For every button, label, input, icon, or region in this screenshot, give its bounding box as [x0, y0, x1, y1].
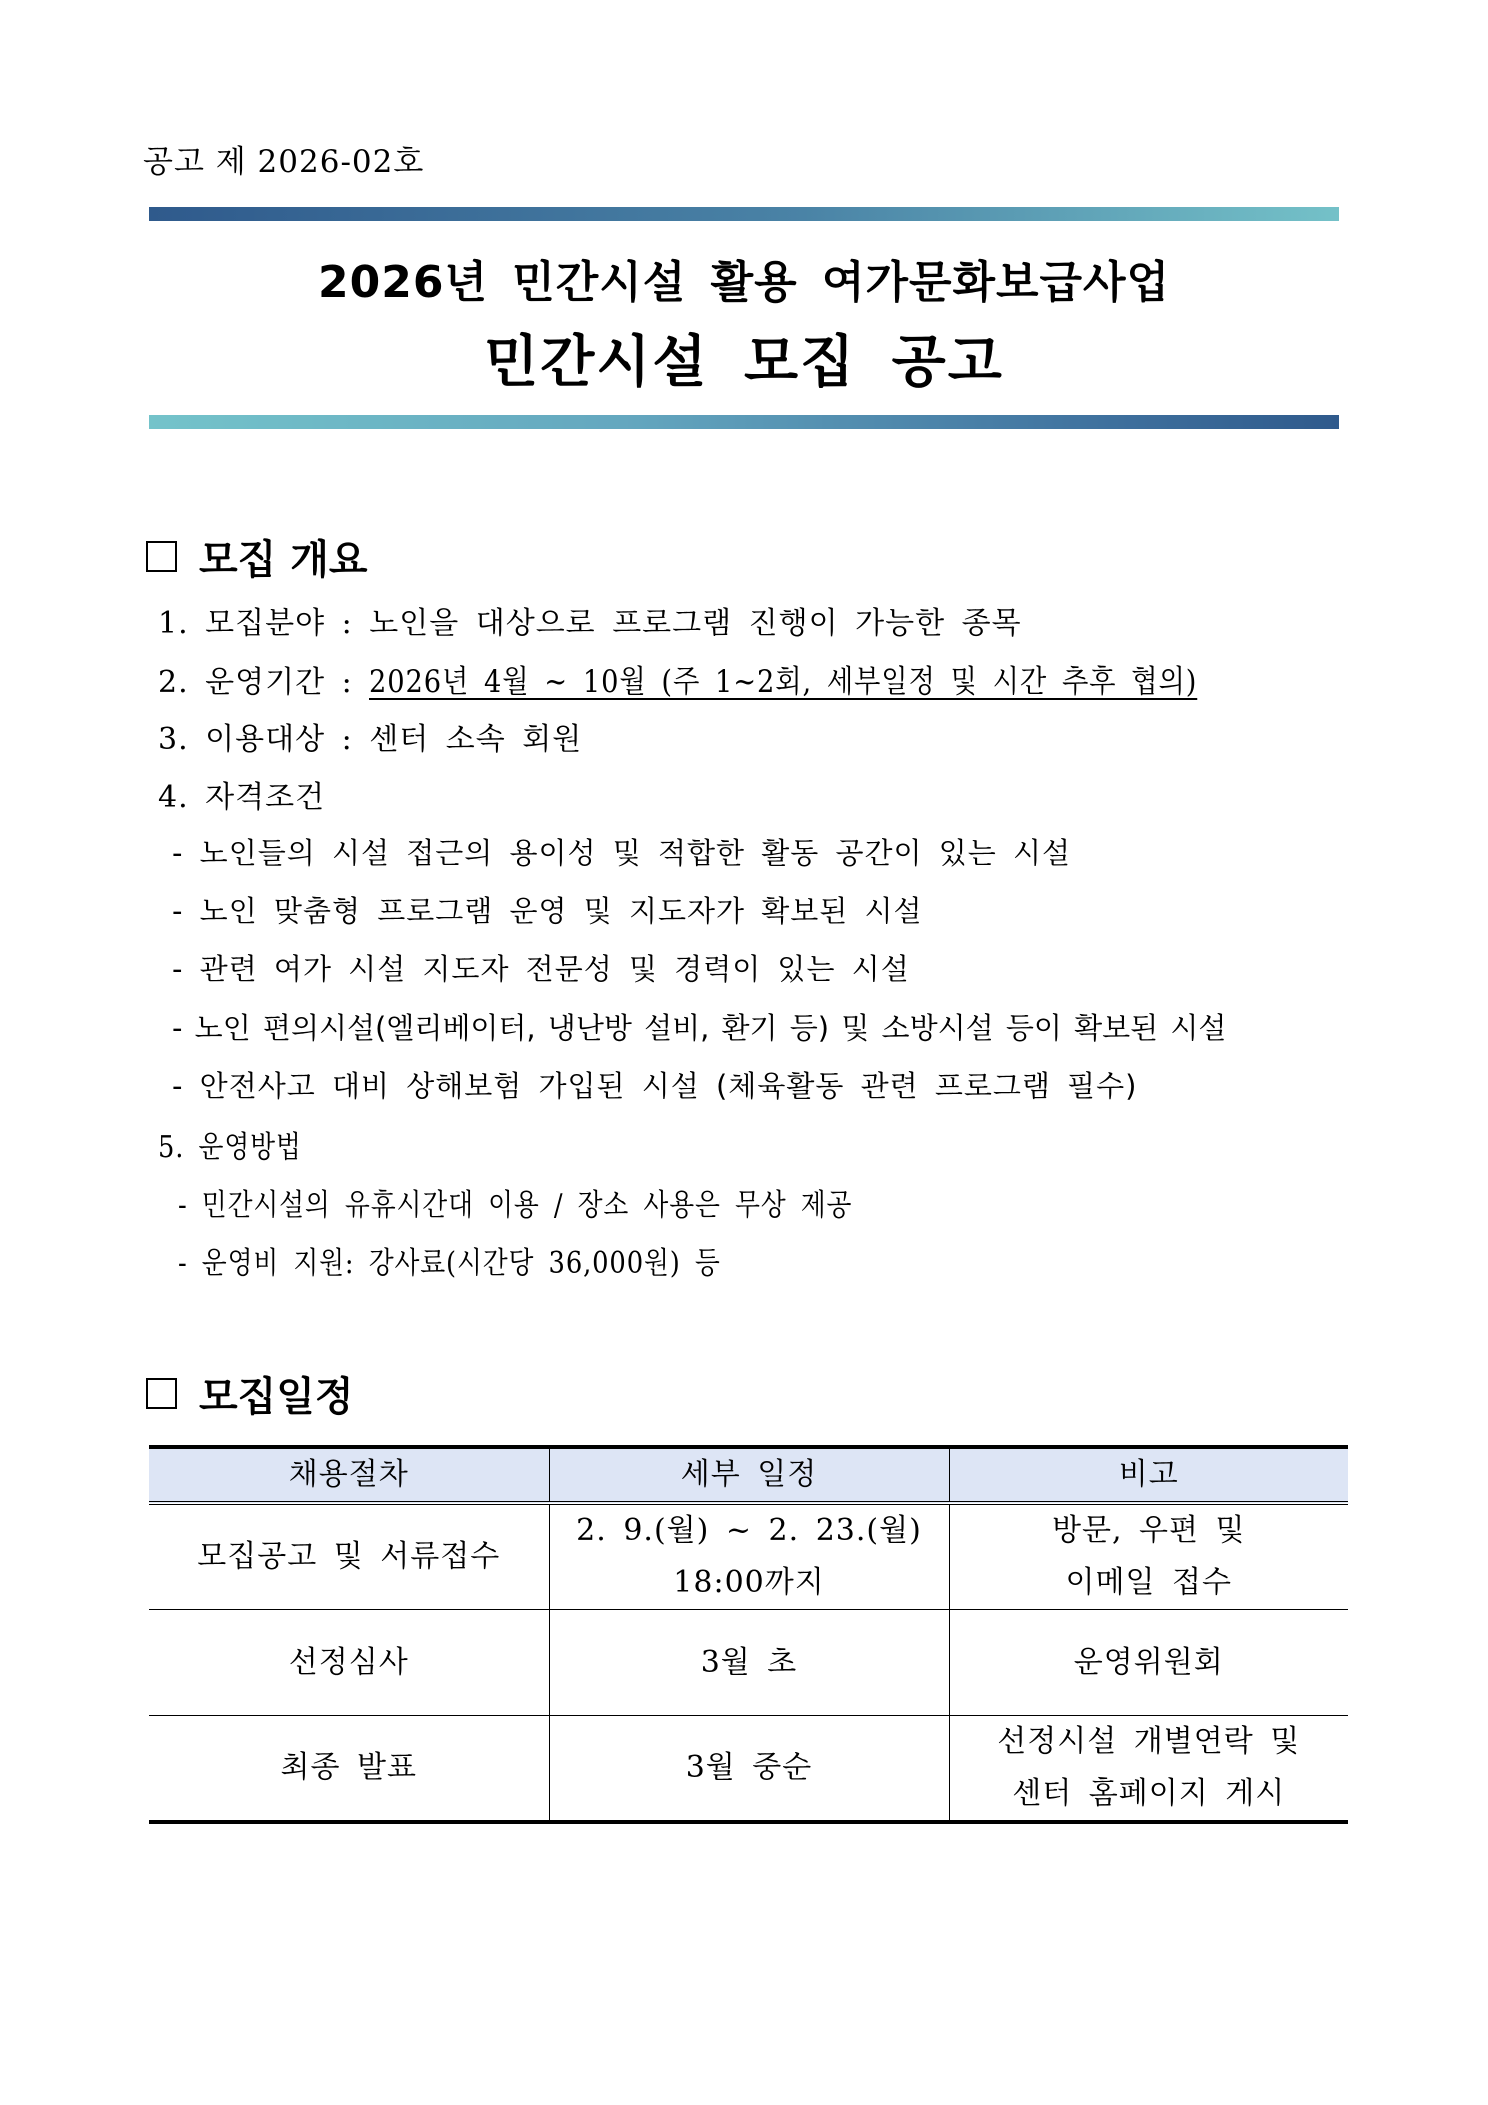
table-row [149, 1716, 1348, 1823]
cell-step: 선정심사 [149, 1610, 549, 1716]
qualification-item: - 노인 맞춤형 프로그램 운영 및 지도자가 확보된 시설 [172, 894, 923, 928]
cell-date: 3월 초 [549, 1610, 949, 1716]
cell-note [949, 1503, 1348, 1610]
method-item [178, 1238, 809, 1282]
overview-item-method [158, 1122, 325, 1166]
item-value-underlined: 2026년 4월 ~ 10월 (주 1~2회, 세부일정 및 시간 추후 협의) [369, 664, 1198, 700]
top-gradient-bar [149, 207, 1339, 221]
bottom-gradient-bar [149, 415, 1339, 429]
section-title: 모집 개요 [199, 537, 368, 583]
column-header-note: 비고 [949, 1447, 1348, 1503]
section-heading-schedule [146, 1365, 354, 1422]
document-title-line2: 민간시설 모집 공고 [484, 330, 1004, 395]
cell-note [949, 1716, 1348, 1823]
date-line: 2. 9.(월) ~ 2. 23.(월) [576, 1513, 922, 1548]
table-row [149, 1610, 1348, 1716]
date-line: 18:00까지 [673, 1565, 825, 1600]
note-line: 센터 홈페이지 게시 [1012, 1776, 1286, 1811]
item-label: 1. 모집분야 : [158, 606, 370, 641]
qualification-item: - 안전사고 대비 상해보험 가입된 시설 (체육활동 관련 프로그램 필수) [172, 1069, 1138, 1103]
overview-item-field [158, 598, 1022, 642]
cell-date [549, 1503, 949, 1610]
square-bullet-icon [146, 541, 177, 572]
qualification-item: - 노인들의 시설 접근의 용이성 및 적합한 활동 공간이 있는 시설 [172, 836, 1071, 870]
note-line: 선정시설 개별연락 및 [997, 1724, 1301, 1759]
cell-step: 모집공고 및 서류접수 [149, 1503, 549, 1610]
item-label: 4. 자격조건 [158, 780, 326, 815]
column-header-step: 채용절차 [149, 1447, 549, 1503]
qualification-item: - 관련 여가 시설 지도자 전문성 및 경력이 있는 시설 [172, 952, 910, 986]
method-text: - 민간시설의 유휴시간대 이용 / 장소 사용은 무상 제공 [178, 1188, 853, 1223]
section-title: 모집일정 [199, 1374, 354, 1420]
item-value: 센터 소속 회원 [369, 722, 583, 757]
schedule-table [149, 1445, 1348, 1824]
method-text: - 운영비 지원: 강사료(시간당 36,000원) 등 [178, 1246, 721, 1281]
column-header-date: 세부 일정 [549, 1447, 949, 1503]
cell-date: 3월 중순 [549, 1716, 949, 1823]
item-label: 5. 운영방법 [158, 1130, 302, 1165]
document-title-line1: 2026년 민간시설 활용 여가문화보급사업 [318, 257, 1170, 308]
section-heading-overview [146, 528, 368, 585]
item-label: 3. 이용대상 : [158, 722, 370, 757]
note-line: 방문, 우편 및 [1051, 1513, 1246, 1548]
item-value: 노인을 대상으로 프로그램 진행이 가능한 종목 [369, 606, 1022, 641]
cell-note: 운영위원회 [949, 1610, 1348, 1716]
note-line: 이메일 접수 [1065, 1565, 1232, 1600]
table-row [149, 1503, 1348, 1610]
cell-step: 최종 발표 [149, 1716, 549, 1823]
qualification-item: - 노인 편의시설(엘리베이터, 냉난방 설비, 환기 등) 및 소방시설 등이 확보된 시설 [172, 1011, 1227, 1045]
overview-item-period [158, 656, 1310, 701]
overview-item-qualifications [158, 772, 325, 816]
overview-item-target [158, 714, 582, 758]
document-number: 공고 제 2026-02호 [143, 144, 425, 180]
method-item [178, 1180, 962, 1224]
item-label: 2. 운영기간 : [158, 665, 370, 700]
square-bullet-icon [146, 1378, 177, 1409]
table-header-row [149, 1447, 1348, 1503]
